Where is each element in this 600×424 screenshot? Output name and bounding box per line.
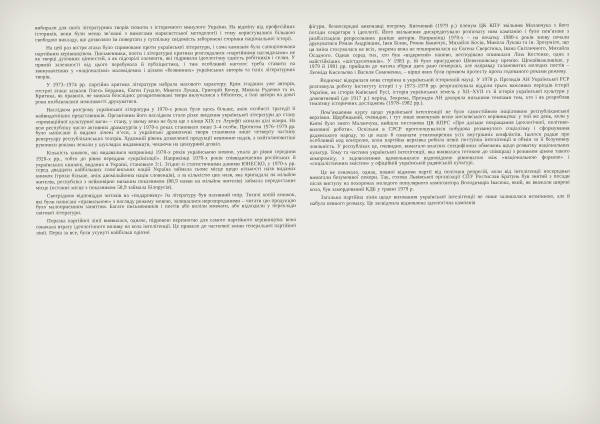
paragraph: На цей раз вістря атаки було спрямоване проти української літератури, і сама кампанія була санкціонована партійним керівництвом. Письменники, поети і літературні критики розглядалися «партійними наглядачами» не як творці духовних цінностей, а як підозрілі елементи, які підривали ідеологічну єдність робітників і селян. У прямій залежності від цього перебувала й публіцистика, і тим особливий наголос треба ставити на звинуваченнях у «націоналізмі» маловідомих і цілком «безвинних» українських авторів та їхніх літературних творів.: [35, 43, 296, 80]
text-column-right: [309, 24, 571, 406]
paragraph: Своєрідною відповіддю читачів на «подаровану» їм літературу був пасивний опір. Тисячі копій книжок, які були написані «правильною» з погляду режиму мовою, залишалися нерозпроданими – читати цю продукцію було малоприємним заняттям. Багато письменників і поетів або воліли мовчати, або відходили у переклади світової літератури.: [35, 191, 296, 217]
paragraph: У 1973–1974 рр. партійна критика літератури набрала масового характеру. Крім згаданих уже авторів, гострої атаки зазнали Олесь Бердник, Євген Гуцало, Микола Лукаш, Григорій Кочур, Микола Руденко та ін. Критика, як правило, не минала безслідно: розкритиковані твори вилучалися з бібліотек, а їхні автори на довгі роки позбавлялися можливості друкуватися.: [35, 80, 296, 106]
paragraph: Пом’якшення курсу щодо української інтелігенції не було самостійною ініціативою республіканської верхівки. Щербицький, очевидно, і тут лише виконував волю московського керівництва: у той же день, коли у Києві було знято Маланчука, вийшла постанова ЦК КПРС «Про дальше покращання ідеологічної, політико-виховної роботи». Оскільки в СРСР проголошувалася побудова розвинутого соціалізму і сформування радянського народу, то це мало б означати утихомирення усіх внутрішніх конфліктів. Ішлося радше про особливий код контролю, коли партійна верхівка робила певні поступки інтелігенції в обмін за її безумовну лояльність. У республіках це, очевидно, вимагало власних специфічних обмежень щодо розвитку національних культур. Тому та частина української інтелігенції, яка виявилася готовою до співпраці з режимом ціною такого компромісу, з задоволенням вдовольнялася відповідною рівновагою між «національною формою» і «соціалістичним змістом» у офіційній українській радянській культурі.: [309, 108, 570, 168]
text-column-left: [35, 25, 297, 407]
paragraph: Кількість книжок, які видавалися наприкінці 1970-х років українською мовою, упала до рівня середини 1920-х рр., тобто до рівня переддня «українізації». Наприкінці 1970-х років співвідношення російських й українських книжок, виданих в Україні, становило 3:1. Згідно зі статистичними даними ЮНЕСКО, у 1970-х рр. серед двадцяти найбільших слов’янських націй Україна займала сьоме місце щодо кількості назв виданих книжок (трохи більше, аніж двомільйонна нація словенців), а за кількістю цих назв, яка припадала на мільйон жителів, республіка з неймовірно низьким показником (88,9 назви на мільйон жителів) займала передостаннє місце (останнє місце з показником 58,9 займала Білорусія).: [35, 149, 296, 191]
paragraph: фігури, безпосередні виконавці погрому. Квітневий (1979 р.) пленум ЦК КПУ звільнив Маланчука з його посади секретаря з ідеології. Його звільнення дискредитувало розпочату ним кампанію і було пов’язане з реабілітацією репресованих раніше авторів. Наприкінці 1970-х – на початку 1980-х років знову почали друкуватися Роман Андріяшик, Іван Білик, Роман Іваничук, Михайло Косів, Микола Лукаш та ін. Зрозуміло, що ця зміна стосувалася не всіх, зокрема вона не поширювалася на Євгена Сверстюка, Івана Світличного, Михайла Осадчого. Однак серед тих, хто був «відкритий» наново, несподівано опинилася Ліна Костенко, одна з найстійкіших «шістдесятників». У 1983 р. їй було присуджено Шевченківську премію. Щонайважливіше, у 1979 й 1981 рр. прийшли до читача збірки двох рано померлих, але направду талановитих молодих поетів – Леоніда Кисельова і Василя Симоненка, – вірші яких були проявом протесту проти годованого роками режиму.: [308, 22, 570, 76]
document-page: [35, 24, 571, 408]
paragraph: вибирали для своїх літературних творів сюжети з історичного минулого України. На відміну від професійних істориків, вони були менш зв’язані з вимогами марксистської методології і тому користувалися більшою свободою викладу, що дозволяло їм повертати у суспільну свідомість заборонені сторінки національної історії.: [35, 24, 296, 43]
paragraph: Наслідком розгрому української літератури у 1970-х роках було щось більше, аніж особисті трагедії її найвидатніших представників. Органічним його наслідком стало різке зведення української літератури до стану «провінційної культурної ваги» – стану, у якому вона не була ще з кінця XIX ст. Атрофії зазнали цілі жанри. На всю республіку число активних драматургів у 1970-х роках становило лише 3–4 особи. Протягом 1976–1979 рр. було написано й видано лічені п’єси, а українські драматичні твори становили лише четверту частину репертуару республіканських театрів. Художній рівень дозволеної продукції невпинно падав, а найталановитіші рукописи роками лежали у шухлядах видавництв, чекаючи на цензурний дозвіл.: [35, 106, 296, 149]
paragraph: Це не означало, однак, повної відмови партії від політики репресій, коли від інтелігенції посередньо вимагали безумовної покори. Так, голова Львівської організації СПУ Ростислав Братунь був знятий з посади після виступу на похоронах молодого популярного композитора Володимира Івасюка, який, як вважали широкі кола, був замордований КДБ у травні 1979 р.: [309, 168, 570, 193]
paragraph: Поразка партійної лінії виявилася, одначе, пірровою перемогою для самого партійного керівництва: вона означала втрату ідеологічного впливу на кола інтелігенції. Це привело до часткової зміни генеральної партійної лінії. Перш за все, були усунуті найбільш одіозні: [36, 217, 297, 237]
paragraph: Водночас відкрилася нова сторінка в українській історичній науці. У 1978 р. Президія АН Української РСР розглянула роботу Інституту історії і у 1973–1978 рр. реорганізувала відділи трьох важливих періодів історії України, як історія Київської Русі, історія українських земель у XII–XVII ст. й історія української культури у дожовтневий (до 1917 р.) період. Зокрема, Президія АН докоряла низькими темпами тим, хто і як розробляв тематику історичних досліджень (1978–1982 рр.).: [309, 76, 570, 108]
paragraph: Загальна партійна лінія щодо виховання української інтелігенції не лише залишалася незмінною, але й набула певного розмаху. Це засвідчила відновлена ідеологічна кампанія: [309, 193, 570, 207]
